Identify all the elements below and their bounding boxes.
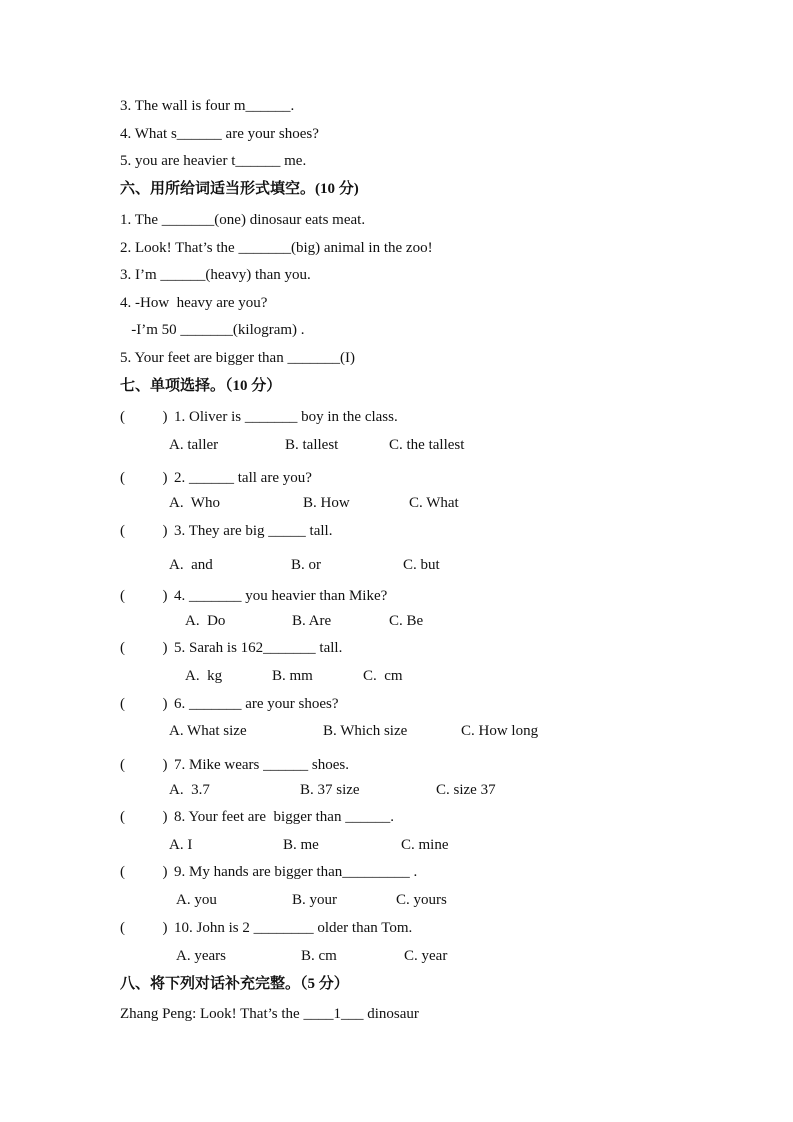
option-b: B. 37 size [300,782,360,798]
exercise-line: 4. -How heavy are you? [120,295,268,311]
exercise-line: 4. What s______ are your shoes? [120,126,319,142]
option-a: A. 3.7 [169,782,210,798]
answer-paren: ( ) [120,640,168,656]
question-stem: 7. Mike wears ______ shoes. [174,757,349,773]
option-a: A. taller [169,437,219,453]
option-c: C. the tallest [389,437,465,453]
option-b: B. tallest [285,437,339,453]
option-c: C. How long [461,723,539,739]
option-a: A. and [169,557,213,573]
question-stem: 10. John is 2 ________ older than Tom. [174,920,413,936]
answer-paren: ( ) [120,696,168,712]
option-b: B. Which size [323,723,408,739]
option-a: A. you [176,892,217,908]
option-c: C. What [409,495,459,511]
option-b: B. or [291,557,321,573]
option-c: C. yours [396,892,447,908]
question-stem: 5. Sarah is 162_______ tall. [174,640,343,656]
option-a: A. years [176,948,226,964]
dialogue-line: Zhang Peng: Look! That’s the ____1___ dinosaur [120,1006,419,1022]
option-b: B. cm [301,948,337,964]
exercise-line: 5. you are heavier t______ me. [120,153,307,169]
exercise-line: -I’m 50 _______(kilogram) . [120,322,305,338]
option-c: C. Be [389,613,424,629]
option-a: A. kg [185,668,223,684]
option-b: B. your [292,892,337,908]
question-stem: 8. Your feet are bigger than ______. [174,809,394,825]
option-b: B. mm [272,668,313,684]
option-c: C. cm [363,668,403,684]
answer-paren: ( ) [120,470,168,486]
question-stem: 4. _______ you heavier than Mike? [174,588,388,604]
question-stem: 9. My hands are bigger than_________ . [174,864,418,880]
answer-paren: ( ) [120,757,168,773]
option-c: C. but [403,557,440,573]
exercise-line: 2. Look! That’s the _______(big) animal in the zoo! [120,240,433,256]
answer-paren: ( ) [120,864,168,880]
option-a: A. Do [185,613,226,629]
question-stem: 1. Oliver is _______ boy in the class. [174,409,398,425]
question-stem: 2. ______ tall are you? [174,470,312,486]
answer-paren: ( ) [120,920,168,936]
option-b: B. How [303,495,350,511]
answer-paren: ( ) [120,809,168,825]
answer-paren: ( ) [120,588,168,604]
section-heading: 八、将下列对话补充完整。（5 分） [120,976,349,992]
exercise-line: 5. Your feet are bigger than _______(I) [120,350,355,366]
option-c: C. size 37 [436,782,496,798]
option-a: A. I [169,837,193,853]
exercise-line: 1. The _______(one) dinosaur eats meat. [120,212,366,228]
exercise-line: 3. The wall is four m______. [120,98,295,114]
option-c: C. year [404,948,448,964]
option-b: B. Are [292,613,332,629]
section-heading: 六、用所给词适当形式填空。(10 分) [120,181,359,197]
option-b: B. me [283,837,319,853]
option-a: A. What size [169,723,247,739]
exercise-line: 3. I’m ______(heavy) than you. [120,267,311,283]
option-a: A. Who [169,495,220,511]
question-stem: 3. They are big _____ tall. [174,523,333,539]
option-c: C. mine [401,837,449,853]
answer-paren: ( ) [120,409,168,425]
section-heading: 七、单项选择。（10 分） [120,378,282,394]
answer-paren: ( ) [120,523,168,539]
question-stem: 6. _______ are your shoes? [174,696,339,712]
